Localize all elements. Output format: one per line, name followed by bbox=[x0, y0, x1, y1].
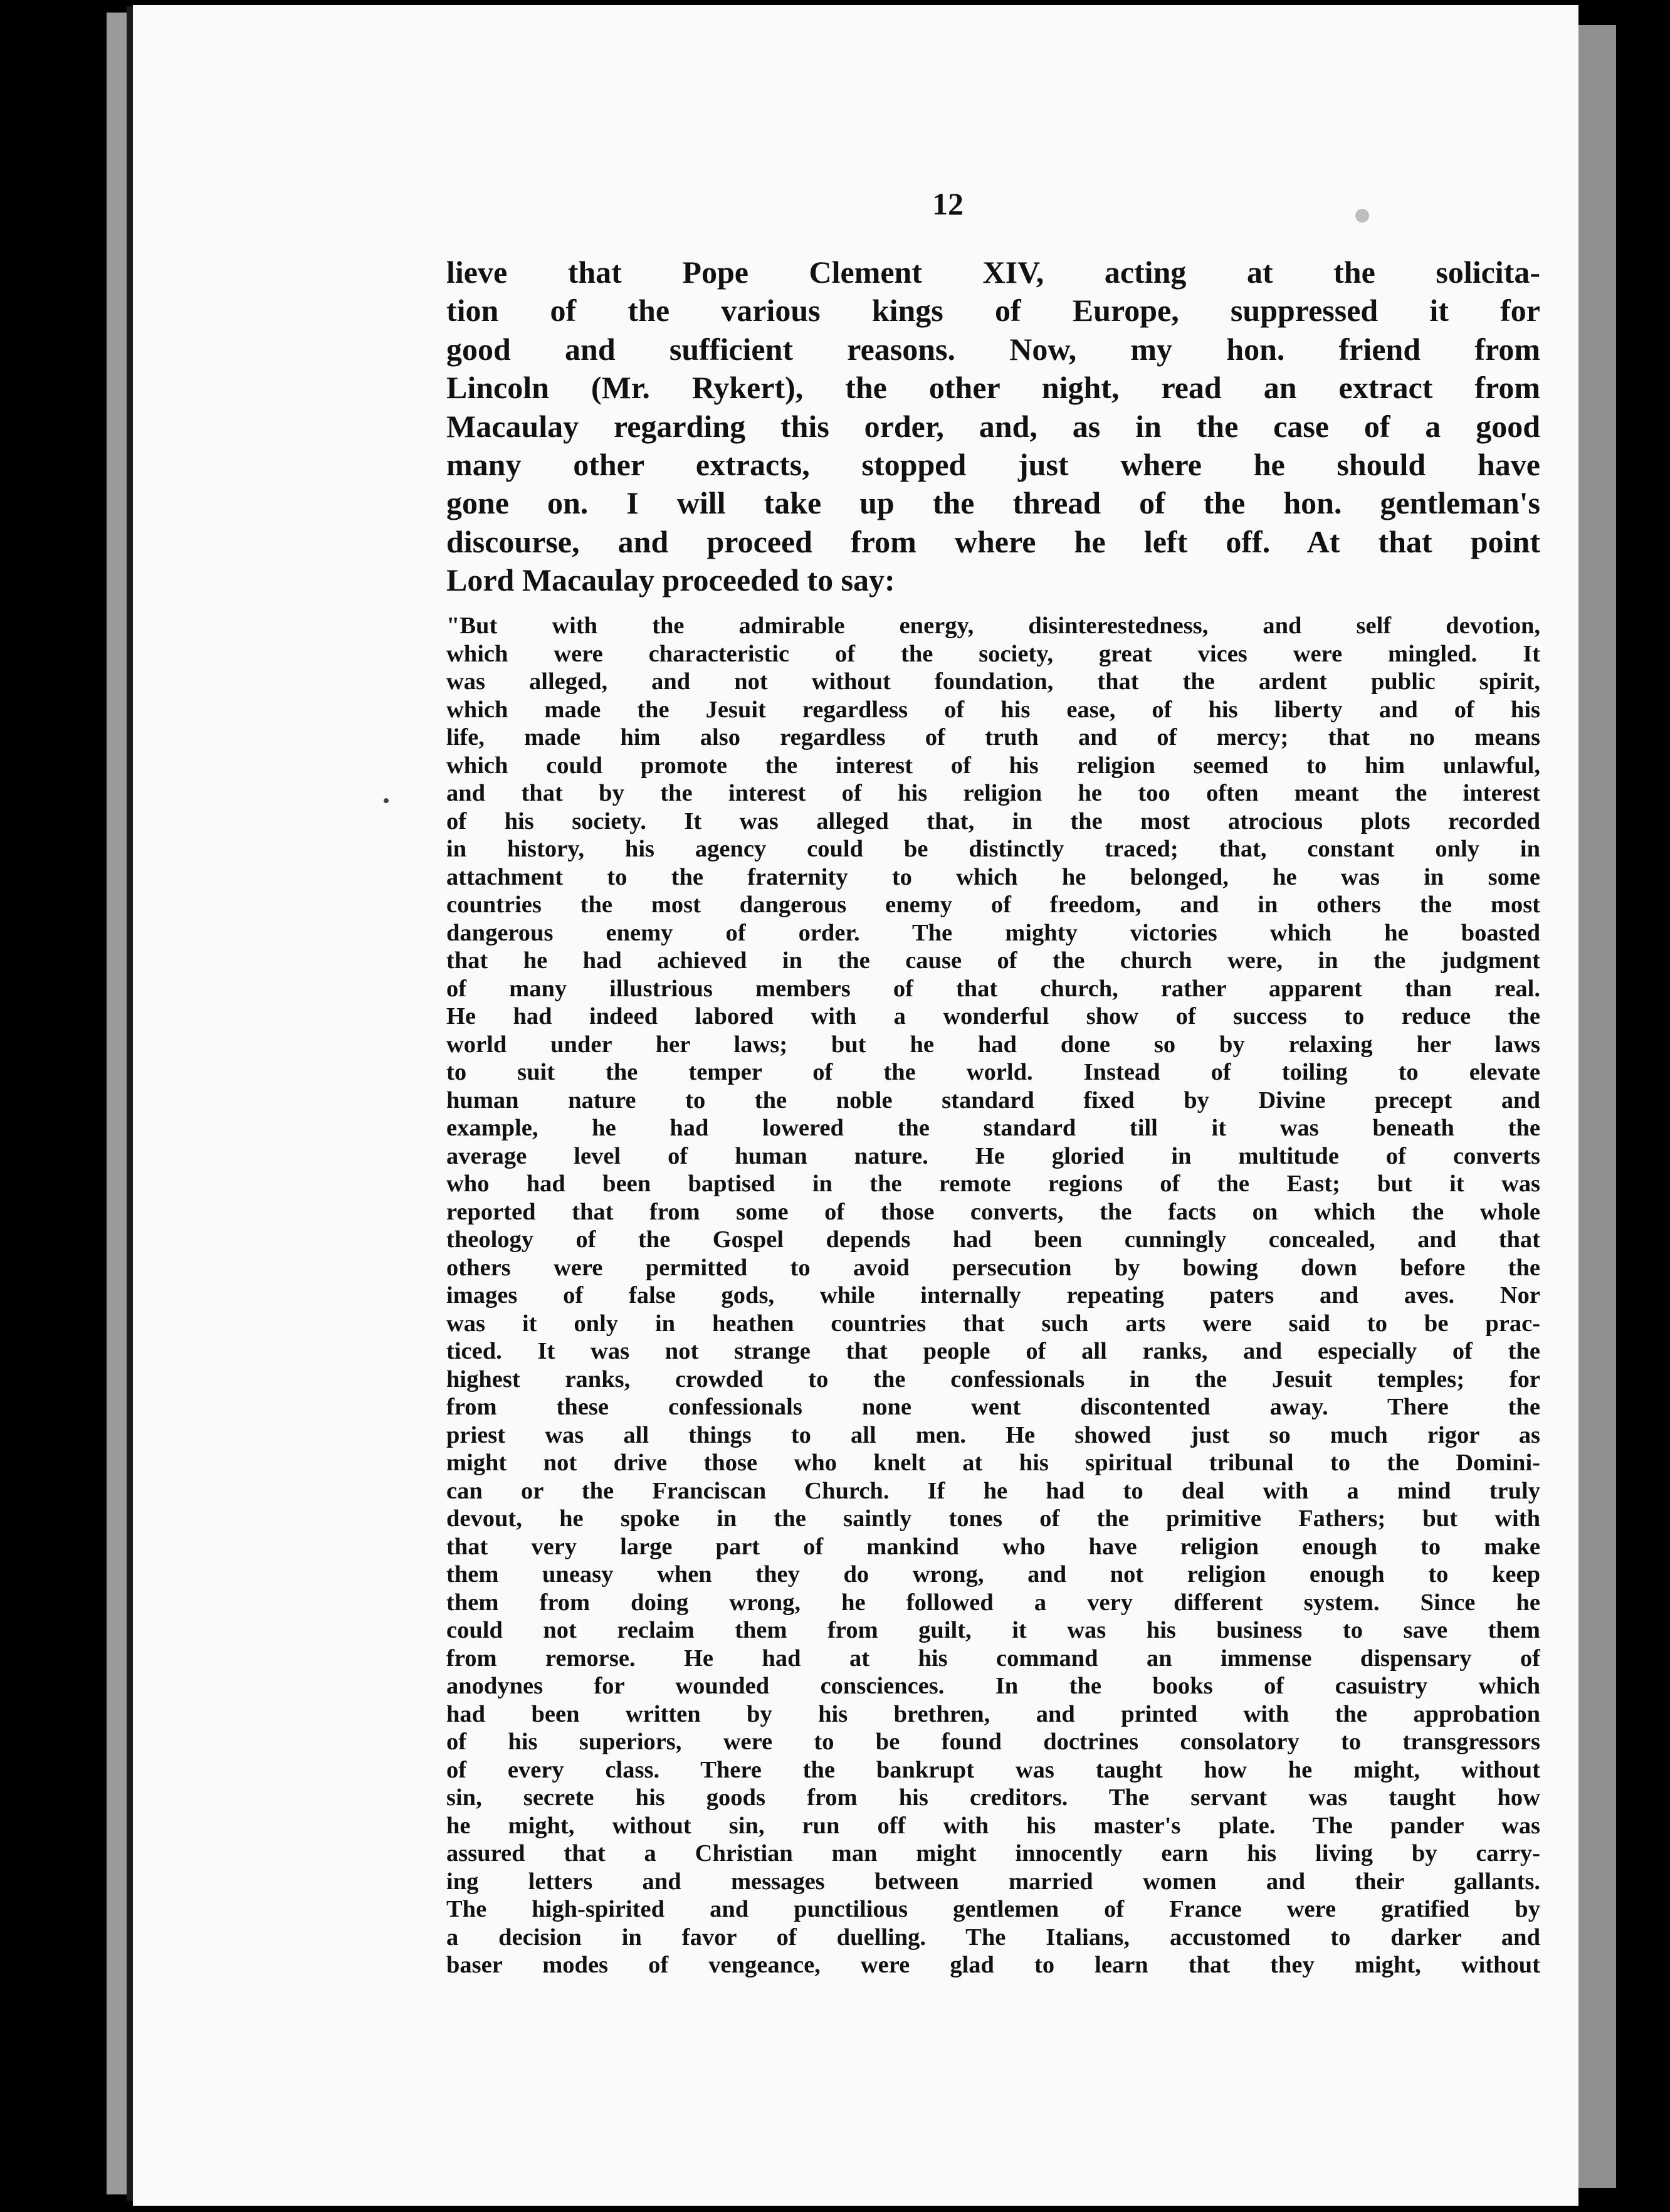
text-line: lieve that Pope Clement XIV, acting at the solicita- bbox=[446, 255, 1540, 290]
quote-line: "But with the admirable energy, disinterestedness, and self devotion, bbox=[446, 613, 1540, 639]
text-line: Lord Macaulay proceeded to say: bbox=[446, 562, 895, 598]
quote-line: who had been baptised in the remote regions of the East; but it was bbox=[446, 1171, 1540, 1197]
scan-border-right bbox=[1616, 0, 1670, 2212]
quote-line: that he had achieved in the cause of the church were, in the judgment bbox=[446, 947, 1540, 974]
quote-line: which were characteristic of the society, great vices were mingled. It bbox=[446, 640, 1540, 667]
quote-line: he might, without sin, run off with his master's plate. The pander was bbox=[446, 1812, 1540, 1839]
quote-line: highest ranks, crowded to the confessionals in the Jesuit temples; for bbox=[446, 1366, 1540, 1393]
quote-line: might not drive those who knelt at his spiritual tribunal to the Domini- bbox=[446, 1450, 1540, 1476]
quoted-passage bbox=[446, 612, 1540, 1979]
quote-line: them from doing wrong, he followed a very different system. Since he bbox=[446, 1589, 1540, 1616]
body-paragraph bbox=[446, 253, 1540, 600]
text-line: Macaulay regarding this order, and, as in the case of a good bbox=[446, 408, 1540, 444]
quote-line: them uneasy when they do wrong, and not religion enough to keep bbox=[446, 1561, 1540, 1588]
quote-line: priest was all things to all men. He showed just so much rigor as bbox=[446, 1421, 1540, 1448]
quote-line: could not reclaim them from guilt, it was his business to save them bbox=[446, 1617, 1540, 1643]
quote-line: life, made him also regardless of truth and of mercy; that no means bbox=[446, 724, 1540, 750]
quote-line: which made the Jesuit regardless of his ease, of his liberty and of his bbox=[446, 696, 1540, 723]
quote-line: countries the most dangerous enemy of freedom, and in others the most bbox=[446, 892, 1540, 918]
quote-line: ticed. It was not strange that people of all ranks, and especially of the bbox=[446, 1338, 1540, 1364]
quote-line: that very large part of mankind who have religion enough to make bbox=[446, 1533, 1540, 1560]
quote-line: human nature to the noble standard fixed by Divine precept and bbox=[446, 1087, 1540, 1114]
scan-speck bbox=[384, 798, 389, 803]
scan-border-left bbox=[0, 0, 107, 2212]
quote-line: from remorse. He had at his command an immense dispensary of bbox=[446, 1645, 1540, 1672]
quote-line: assured that a Christian man might innocently earn his living by carry- bbox=[446, 1840, 1540, 1867]
quote-line: can or the Franciscan Church. If he had to deal with a mind truly bbox=[446, 1477, 1540, 1504]
scan-dot-mark bbox=[1355, 209, 1369, 223]
quote-line: of every class. There the bankrupt was taught how he might, without bbox=[446, 1756, 1540, 1783]
text-line: discourse, and proceed from where he left off. At that point bbox=[446, 524, 1540, 559]
quote-line: others were permitted to avoid persecution by bowing down before the bbox=[446, 1254, 1540, 1281]
text-line: good and sufficient reasons. Now, my hon. friend from bbox=[446, 331, 1540, 367]
quote-line: dangerous enemy of order. The mighty victories which he boasted bbox=[446, 919, 1540, 946]
quote-line: devout, he spoke in the saintly tones of the primitive Fathers; but with bbox=[446, 1505, 1540, 1532]
page-edge-right bbox=[1578, 25, 1616, 2188]
text-line: gone on. I will take up the thread of the hon. gentleman's bbox=[446, 485, 1540, 521]
quote-line: sin, secrete his goods from his creditors. The servant was taught how bbox=[446, 1784, 1540, 1811]
page-edge-left bbox=[107, 13, 127, 2194]
page-number: 12 bbox=[932, 186, 964, 221]
quote-line: of his society. It was alleged that, in the most atrocious plots recorded bbox=[446, 808, 1540, 835]
quote-line: He had indeed labored with a wonderful show of success to reduce the bbox=[446, 1003, 1540, 1030]
quote-line: from these confessionals none went discontented away. There the bbox=[446, 1394, 1540, 1420]
quote-line: and that by the interest of his religion he too often meant the interest bbox=[446, 780, 1540, 806]
quote-line: was it only in heathen countries that such arts were said to be prac- bbox=[446, 1310, 1540, 1337]
document-page bbox=[133, 5, 1578, 2206]
quote-line: to suit the temper of the world. Instead of toiling to elevate bbox=[446, 1059, 1540, 1085]
quote-line: baser modes of vengeance, were glad to learn that they might, without bbox=[446, 1952, 1540, 1978]
quote-line: reported that from some of those converts, the facts on which the whole bbox=[446, 1198, 1540, 1225]
quote-line: in history, his agency could be distinctly traced; that, constant only in bbox=[446, 836, 1540, 862]
quote-line: images of false gods, while internally repeating paters and aves. Nor bbox=[446, 1282, 1540, 1309]
quote-line: world under her laws; but he had done so by relaxing her laws bbox=[446, 1031, 1540, 1058]
quote-line: attachment to the fraternity to which he belonged, he was in some bbox=[446, 863, 1540, 890]
text-line: Lincoln (Mr. Rykert), the other night, read an extract from bbox=[446, 370, 1540, 406]
quote-line: of many illustrious members of that church, rather apparent than real. bbox=[446, 975, 1540, 1002]
quote-line: theology of the Gospel depends had been cunningly concealed, and that bbox=[446, 1226, 1540, 1253]
quote-line: had been written by his brethren, and printed with the approbation bbox=[446, 1700, 1540, 1727]
quote-line: example, he had lowered the standard till it was beneath the bbox=[446, 1115, 1540, 1141]
quote-line: a decision in favor of duelling. The Italians, accustomed to darker and bbox=[446, 1924, 1540, 1951]
quote-line: average level of human nature. He gloried in multitude of converts bbox=[446, 1142, 1540, 1169]
quote-line: anodynes for wounded consciences. In the books of casuistry which bbox=[446, 1673, 1540, 1699]
quote-line: was alleged, and not without foundation, that the ardent public spirit, bbox=[446, 668, 1540, 695]
text-line: tion of the various kings of Europe, suppressed it for bbox=[446, 293, 1540, 329]
quote-line: of his superiors, were to be found doctrines consolatory to transgressors bbox=[446, 1729, 1540, 1755]
quote-line: The high-spirited and punctilious gentlemen of France were gratified by bbox=[446, 1896, 1540, 1922]
quote-line: ing letters and messages between married women and their gallants. bbox=[446, 1868, 1540, 1895]
text-line: many other extracts, stopped just where he should have bbox=[446, 446, 1540, 482]
page-shadow-left bbox=[127, 6, 133, 2201]
quote-line: which could promote the interest of his religion seemed to him unlawful, bbox=[446, 752, 1540, 779]
